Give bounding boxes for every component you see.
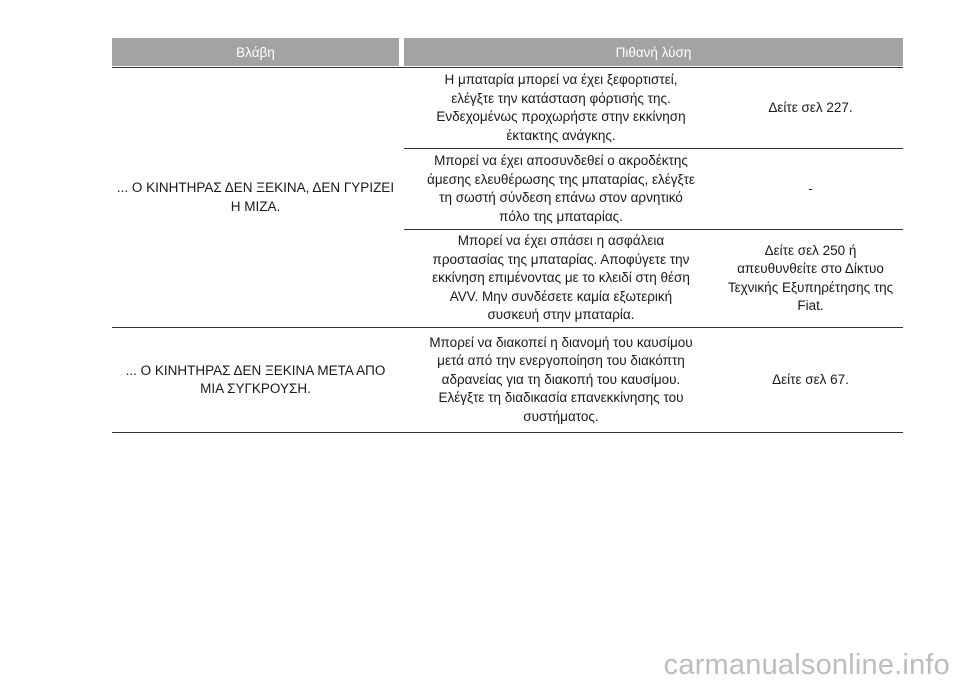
watermark: carmanualsonline.info [663, 649, 950, 681]
reference-cell-page-67: Δείτε σελ 67. [772, 371, 849, 387]
cause-cell-disconnected-terminal: Μπορεί να έχει αποσυνδεθεί ο ακροδέκτης άμεσης ελευθέρωσης της μπαταρίας, ελέγξτε τη σωστή σύνδεση επάνω στον αρνητικό πόλο της μπαταρίας. [427, 153, 695, 224]
table-bottom-border [112, 432, 903, 433]
column-header-fault: Βλάβη [112, 38, 399, 66]
cause-cell-blown-fuse: Μπορεί να έχει σπάσει η ασφάλεια προστασίας της μπαταρίας. Αποφύγετε την εκκίνηση επιμένοντας με το κλειδί στη θέση AVV. Μην συνδέσετε καμία εξωτερική συσκευή στην μπαταρία. [432, 233, 690, 323]
reference-cell-page-250: Δείτε σελ 250 ή απευθυνθείτε στο Δίκτυο Τεχνικής Εξυπηρέτησης της Fiat. [727, 242, 894, 313]
cause-cell-fuel-cutoff: Μπορεί να διακοπεί η διανομή του καυσίμου μετά από την ενεργοποίηση του διακόπτη αδρανείας για τη διακοπή του καυσίμου. Ελέγξτε τη διαδικασία επανεκκίνησης του συστήματος. [429, 334, 693, 424]
fault-cell-engine-after-collision: ... Ο ΚΙΝΗΤΗΡΑΣ ΔΕΝ ΞΕΚΙΝΑ ΜΕΤΑ ΑΠΟ ΜΙΑ ΣΥΓΚΡΟΥΣΗ. [125, 362, 386, 396]
fault-cell-engine-no-crank: ... Ο ΚΙΝΗΤΗΡΑΣ ΔΕΝ ΞΕΚΙΝΑ, ΔΕΝ ΓΥΡΙΖΕΙ Η ΜΙΖΑ. [116, 180, 395, 214]
cause-cell-discharged-battery: Η μπαταρία μπορεί να έχει ξεφορτιστεί, ελέγξτε την κατάσταση φόρτισής της. Ενδεχομένως προχωρήστε στην εκκίνηση έκτακτης ανάγκης. [436, 72, 686, 143]
reference-cell-page-227: Δείτε σελ 227. [768, 99, 853, 115]
column-header-solution: Πιθανή λύση [404, 38, 903, 66]
reference-cell-none: - [808, 180, 813, 196]
